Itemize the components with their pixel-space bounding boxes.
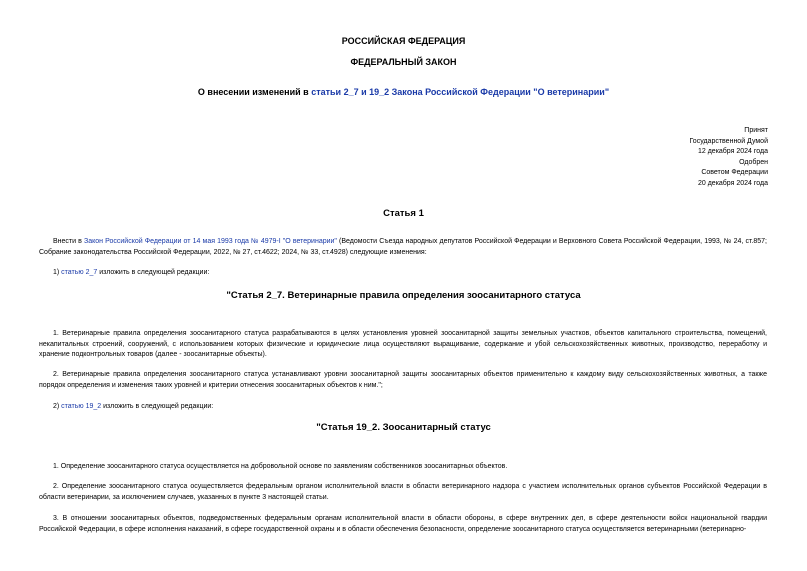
- law-title-prefix: О внесении изменений в: [197, 87, 312, 97]
- article-2-7-heading: "Статья 2_7. Ветеринарные правила определения зоосанитарного статуса: [226, 290, 581, 301]
- law-title: [0, 87, 807, 97]
- article-19-2-heading: "Статья 19_2. Зоосанитарный статус: [316, 422, 491, 433]
- adoption-info: [568, 126, 768, 190]
- law-reference-link[interactable]: Закон Российской Федерации от 14 мая 1993 года № 4979-I "О ветеринарии": [84, 238, 337, 245]
- adoption-line: Одобрен: [739, 158, 768, 166]
- intro-suffix: (Ведомости Съезда народных депутатов Российской Федерации и Верховного Совета Российской Федерации, 1993, № 24, ст.857; Собрание законодательства Российской Федерации, 2022, № 27, ст.4622; 2024, № 33, ст.4928) следующие изменения:: [39, 238, 767, 256]
- item-1: [39, 268, 767, 279]
- article-2-7-link[interactable]: статью 2_7: [61, 269, 98, 276]
- federation-heading: РОССИЙСКАЯ ФЕДЕРАЦИЯ: [341, 36, 466, 46]
- adoption-line: 12 декабря 2024 года: [697, 148, 768, 156]
- law-type-heading: ФЕДЕРАЛЬНЫЙ ЗАКОН: [350, 57, 457, 67]
- article-19-2-paragraph-1: 1. Определение зоосанитарного статуса осуществляется на добровольной основе по заявлениям собственников зоосанитарных объектов.: [53, 463, 508, 470]
- adoption-line: 20 декабря 2024 года: [697, 179, 768, 187]
- item-1-number: 1): [53, 269, 62, 276]
- article-19-2-paragraph-3: 3. В отношении зоосанитарных объектов, подведомственных федеральным органам исполнительной власти в области обороны, в сфере внутренних дел, в сфере деятельности войск национальной гвардии Российской Федерации, в сфере исполнения наказаний, в сфере государственной охраны и в области обеспечения безопасности, определение зоосанитарного статуса осуществляется ветеринарными (ветеринарно-: [39, 515, 767, 533]
- article-1-heading: Статья 1: [383, 208, 424, 219]
- law-title-link[interactable]: статьи 2_7 и 19_2 Закона Российской Федерации "О ветеринарии": [311, 87, 610, 97]
- adoption-line: Принят: [744, 127, 768, 134]
- item-1-text: изложить в следующей редакции:: [97, 269, 210, 276]
- intro-prefix: Внести в: [53, 238, 84, 245]
- article-1-intro: [39, 237, 767, 258]
- article-2-7-paragraph-1: 1. Ветеринарные правила определения зоосанитарного статуса разрабатываются в целях установления уровней зоосанитарной защиты земельных участков, объектов капитального строительства, помещений, некапитальных строений, сооружений, с использованием которых физические и юридические лица осуществляют выращивание, содержание и убой сельскохозяйственных животных, производство, переработку и хранение подконтрольных товаров (далее - зоосанитарные объекты).: [39, 330, 767, 359]
- item-2: [39, 402, 767, 413]
- item-2-text: изложить в следующей редакции:: [101, 403, 214, 410]
- adoption-line: Советом Федерации: [701, 169, 768, 177]
- article-19-2-paragraph-2: 2. Определение зоосанитарного статуса осуществляется федеральным органом исполнительной власти в области ветеринарного надзора с участием исполнительных органов субъектов Российской Федерации в области ветеринарии, за исключением случаев, указанных в пункте 3 настоящей статьи.: [39, 483, 767, 501]
- adoption-line: Государственной Думой: [689, 137, 768, 145]
- article-2-7-paragraph-2: 2. Ветеринарные правила определения зоосанитарного статуса устанавливают уровни зоосанитарной защиты зоосанитарных объектов применительно к каждому виду сельскохозяйственных животных, а также порядок определения и изменения таких уровней и критерии отнесения зоосанитарных объектов к ним.";: [39, 371, 767, 389]
- article-19-2-link[interactable]: статью 19_2: [61, 403, 102, 410]
- item-2-number: 2): [53, 403, 62, 410]
